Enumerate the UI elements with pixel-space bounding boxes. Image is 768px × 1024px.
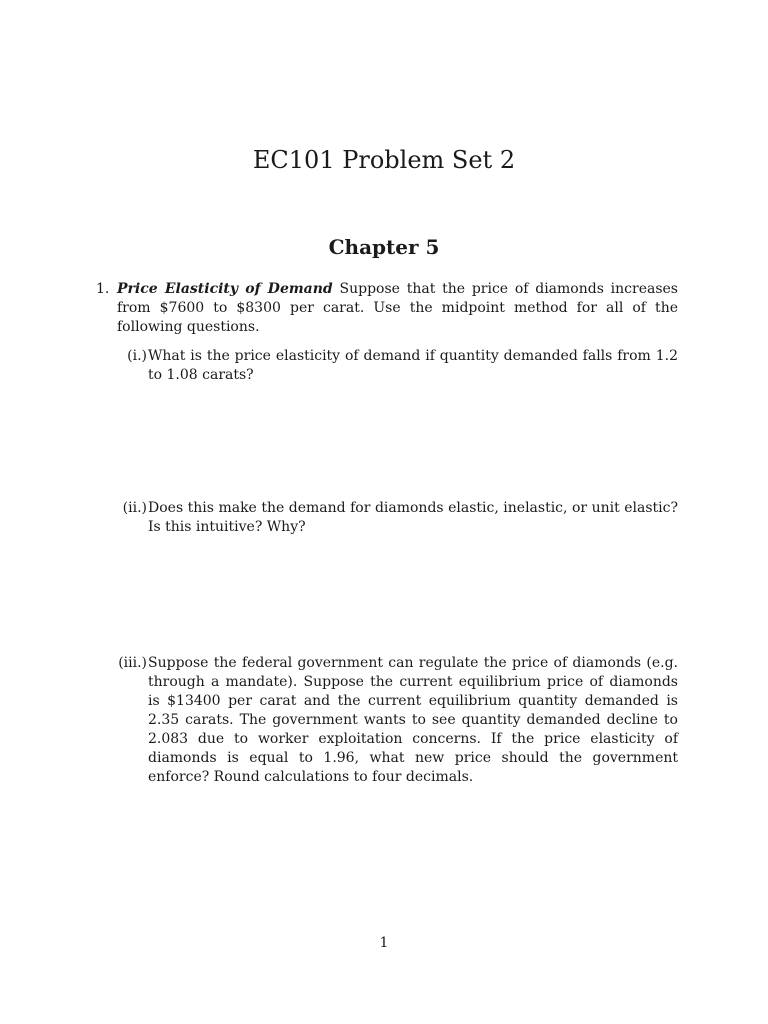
problem-number: 1.	[96, 281, 110, 297]
question-text: What is the price elasticity of demand if quantity demanded falls from 1.2 to 1.08 carats?	[148, 348, 678, 383]
problem-topic: Price Elasticity of Demand	[117, 281, 333, 297]
question-text: Does this make the demand for diamonds elastic, inelastic, or unit elastic? Is this intuitive? Why?	[148, 500, 678, 535]
document-title: EC101 Problem Set 2	[252, 146, 516, 174]
page-number: 1	[379, 935, 389, 951]
problem-intro: Suppose that the price of diamonds increases from $7600 to $8300 per carat. Use the midpoint method for all of the following questions.	[117, 281, 678, 335]
problem-1	[96, 280, 678, 337]
chapter-heading: Chapter 5	[328, 235, 440, 259]
question-i	[110, 347, 678, 385]
question-label: (iii.)	[118, 655, 147, 671]
problem-body	[117, 280, 678, 337]
question-iii	[110, 654, 678, 787]
question-label: (ii.)	[122, 500, 147, 516]
question-label: (i.)	[127, 348, 147, 364]
question-text: Suppose the federal government can regulate the price of diamonds (e.g. through a mandate). Suppose the current equilibrium price of diamonds is $13400 per carat and the current equilibrium quantity demanded is 2.35 carats. The government wants to see quantity demanded decline to 2.083 due to worker exploitation concerns. If the price elasticity of diamonds is equal to 1.96, what new price should the government enforce? Round calculations to four decimals.	[148, 655, 678, 785]
question-ii	[110, 499, 678, 537]
